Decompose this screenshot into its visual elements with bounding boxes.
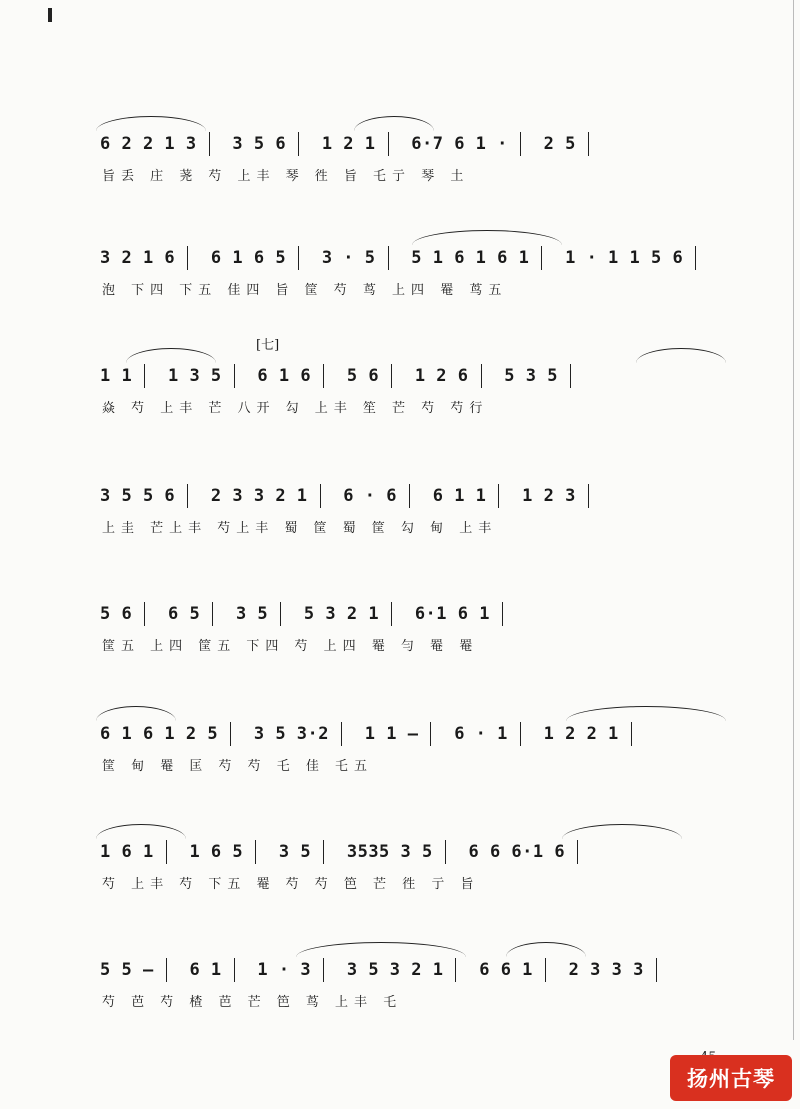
score-system-2 <box>96 240 728 306</box>
slur <box>562 824 682 839</box>
jianzi-tablature-line: 筐 甸 罨 匡 芍 芍 乇 佳 乇五 <box>102 759 374 774</box>
score-system-8 <box>96 952 728 1018</box>
corner-mark <box>48 8 52 22</box>
numbered-notation-line: 5 6 6 5 3 5 5 3 2 1 6·1 6 1 <box>96 596 728 632</box>
jianzi-tablature-line: 旨丢 庄 荛 芍 上丰 琴 徃 旨 乇亍 琴 土 <box>102 169 470 184</box>
jianzi-tablature-line: 筐五 上四 筐五 下四 芍 上四 罨 勻 罨 罨 <box>102 639 479 654</box>
numbered-notation-line: 3 5 5 6 2 3 3 2 1 6 · 6 6 1 1 1 2 3 <box>96 478 728 514</box>
slur <box>354 116 434 131</box>
numbered-notation-line: 6 1 6 1 2 5 3 5 3·2 1 1 — 6 · 1 1 2 2 1 <box>96 716 728 752</box>
numbered-notation-line: 3 2 1 6 6 1 6 5 3 · 5 5 1 6 1 6 1 1 · 1 1 5 6 <box>96 240 728 276</box>
yangzhou-guqin-logo: 扬州古琴 <box>670 1055 792 1101</box>
numbered-notation-line: 1 6 1 1 6 5 3 5 3535 3 5 6 6 6·1 6 <box>96 834 728 870</box>
slur <box>412 230 562 245</box>
score-system-6 <box>96 716 728 782</box>
slur <box>96 116 206 131</box>
slur <box>296 942 466 957</box>
slur <box>96 824 186 839</box>
slur <box>636 348 726 363</box>
section-mark: [七] <box>256 338 280 353</box>
jianzi-tablature-line: 芍 上丰 芍 下五 罨 芍 芍 笆 芒 徃 亍 旨 <box>102 877 480 892</box>
jianzi-tablature-line: 焱 芍 上丰 芒 八开 勾 上丰 笙 芒 芍 芍行 <box>102 401 489 416</box>
slur <box>126 348 216 363</box>
jianzi-tablature-line: 芍 芭 芍 楂 芭 芒 笆 茑 上丰 乇 <box>102 995 403 1010</box>
score-system-7 <box>96 834 728 900</box>
jianzi-tablature-line: 上圭 芒上丰 芍上丰 蜀 筐 蜀 筐 勾 甸 上丰 <box>102 521 498 536</box>
score-system-3 <box>96 338 728 424</box>
slur <box>96 706 176 721</box>
slur <box>506 942 586 957</box>
jianzi-tablature-line: 泡 下四 下五 佳四 旨 筐 芍 茑 上四 罨 茑五 <box>102 283 508 298</box>
score-system-4 <box>96 478 728 544</box>
page-edge-line <box>793 0 794 1040</box>
numbered-notation-line: 1 1 1 3 5 6 1 6 5 6 1 2 6 5 3 5 <box>96 358 728 394</box>
score-system-1 <box>96 126 728 192</box>
slur <box>566 706 726 721</box>
numbered-notation-line: 5 5 — 6 1 1 · 3 3 5 3 2 1 6 6 1 2 3 3 3 <box>96 952 728 988</box>
numbered-notation-line: 6 2 2 1 3 3 5 6 1 2 1 6·7 6 1 · 2 5 <box>96 126 728 162</box>
score-system-5 <box>96 596 728 662</box>
